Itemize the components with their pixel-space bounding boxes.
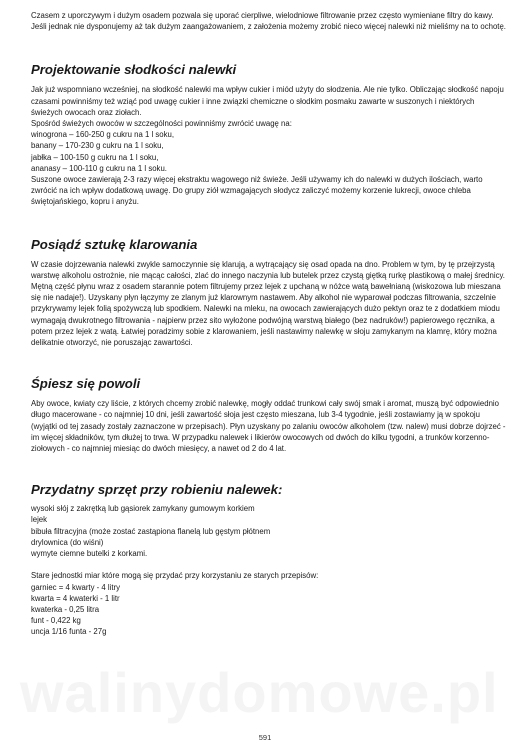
list-item: ananasy – 100-110 g cukru na 1 l soku. bbox=[31, 163, 167, 173]
units-list bbox=[31, 570, 507, 637]
list-item: lejek bbox=[31, 515, 48, 525]
list-item: wymyte ciemne butelki z korkami. bbox=[31, 549, 148, 559]
heading-clarify: Posiądź sztukę klarowania bbox=[31, 236, 198, 252]
list-item: bibuła filtracyjna (może zostać zastąpiona flanelą lub gęstym płótnem bbox=[31, 526, 271, 536]
clarify-paragraph: W czasie dojrzewania nalewki zwykle samoczynnie się klarują, a wytrącający się osad opada na dno. Problem w tym, by tę przejrzystą warstwę alkoholu ostrożnie, nie mącąc całości, zlać do innego naczynia lub butelek przez czystą giętką rurkę plastikową o małej średnicy. Mętną część płynu wraz z osadem starannie potem filtrujemy przez lejek z upchaną w nóżce watą bawełnianą (wiskozowa lub mieszana się nie nadaje!). Uzyskany płyn łączymy ze zlanym już klarownym nastawem. Aby alkohol nie wyparował podczas filtrowania, szczelnie przykrywamy lejek folią spożywczą lub spodkiem. Nalewki na mleku, na owocach zawierających dużo pektyn oraz te z dodatkiem miodu wymagają dwukrotnego filtrowania - najpierw przez sito wyłożone podwójną warstwą białego (bez nadruków!) papierowego ręcznika, a potem przez lejek z watą. Łatwiej poradzimy sobie z klarowaniem, jeśli nastawimy nalewkę w słoju zamykanym na klamrę, który można delikatnie otworzyć, nie poruszając zawartości. bbox=[31, 259, 505, 348]
sweetness-paragraph-2: Spośród świeżych owoców w szczególności powinniśmy zwrócić uwagę na: bbox=[31, 119, 292, 129]
list-item: jabłka – 100-150 g cukru na 1 l soku, bbox=[31, 152, 159, 162]
list-item: kwarta = 4 kwaterki - 1 litr bbox=[31, 593, 120, 603]
list-item: kwaterka - 0,25 litra bbox=[31, 604, 100, 614]
sweetness-paragraph-3: Suszone owoce zawierają 2-3 razy więcej ekstraktu wagowego niż świeże. Jeśli używamy ich do nalewki w dużych ilościach, warto zwrócić na ich wpływ dodatkową uwagę. Do grupy ziół wzmagających słodycz zaliczyć możemy korzenie lukrecji, owoce chleba świętojańskiego, kopru i anyżu. bbox=[31, 175, 483, 207]
sweetness-paragraph-1: Jak już wspomniano wcześniej, na słodkość nalewki ma wpływ cukier i miód użyty do słodzenia. Ale nie tylko. Obliczając słodkość napoju czasami powinniśmy też wziąć pod uwagę cukier i inne związki chemiczne o słodkim posmaku zawarte w suszonych i niektórych świeżych owocach oraz ziołach. bbox=[31, 85, 504, 117]
heading-hurry: Śpiesz się powoli bbox=[31, 376, 141, 392]
list-item: drylownica (do wiśni) bbox=[31, 537, 104, 547]
watermark: walinydomowe.pl bbox=[20, 661, 499, 724]
hurry-paragraph: Aby owoce, kwiaty czy liście, z których chcemy zrobić nalewkę, mogły oddać trunkowi cały swój smak i aromat, muszą być odpowiednio długo macerowane - co najmniej 10 dni, jeśli zawartość słoja jest często mieszana, lub 3-4 tygodnie, jeśli zostawiamy ją w spokoju (wyjątki od tej zasady zostały zaznaczone w przepisach). Płyn uzyskany po zalaniu owoców alkoholem (tzw. nalew) musi dobrze dojrzeć - im więcej składników, tym dłużej to trwa. W przypadku nalewek i likierów owocowych od dwóch do kilku tygodni, a trunków korzenno-ziołowych - co najmniej miesiąc do dwóch miesięcy, a nawet od 2 do 4 lat. bbox=[31, 399, 506, 454]
units-intro: Stare jednostki miar które mogą się przydać przy korzystaniu ze starych przepisów: bbox=[31, 571, 319, 581]
page-number: 591 bbox=[258, 733, 272, 742]
list-item: uncja 1/16 funta - 27g bbox=[31, 627, 107, 637]
document-page bbox=[31, 10, 507, 638]
equipment-list bbox=[31, 503, 507, 559]
list-item: banany – 170-230 g cukru na 1 l soku, bbox=[31, 141, 164, 151]
list-item: wysoki słój z zakrętką lub gąsiorek zamykany gumowym korkiem bbox=[31, 504, 255, 514]
section-hurry bbox=[31, 398, 507, 454]
section-sweetness bbox=[31, 84, 507, 207]
list-item: winogrona – 160-250 g cukru na 1 l soku, bbox=[31, 130, 175, 140]
section-clarify bbox=[31, 259, 507, 349]
heading-sweetness: Projektowanie słodkości nalewki bbox=[31, 62, 237, 78]
list-item: funt - 0,422 kg bbox=[31, 616, 81, 626]
sweetness-fruit-list bbox=[31, 129, 507, 174]
intro-paragraph: Czasem z uporczywym i dużym osadem pozwala się uporać cierpliwe, wielodniowe filtrowanie przez często wymieniane filtry do kawy. Jeśli jednak nie dysponujemy aż tak dużym zaangażowaniem, z założenia możemy zrobić nieco więcej nalewki niż mieliśmy na to ochotę. bbox=[31, 11, 506, 32]
list-item: garniec = 4 kwarty - 4 litry bbox=[31, 582, 121, 592]
heading-equipment: Przydatny sprzęt przy robieniu nalewek: bbox=[31, 482, 283, 498]
